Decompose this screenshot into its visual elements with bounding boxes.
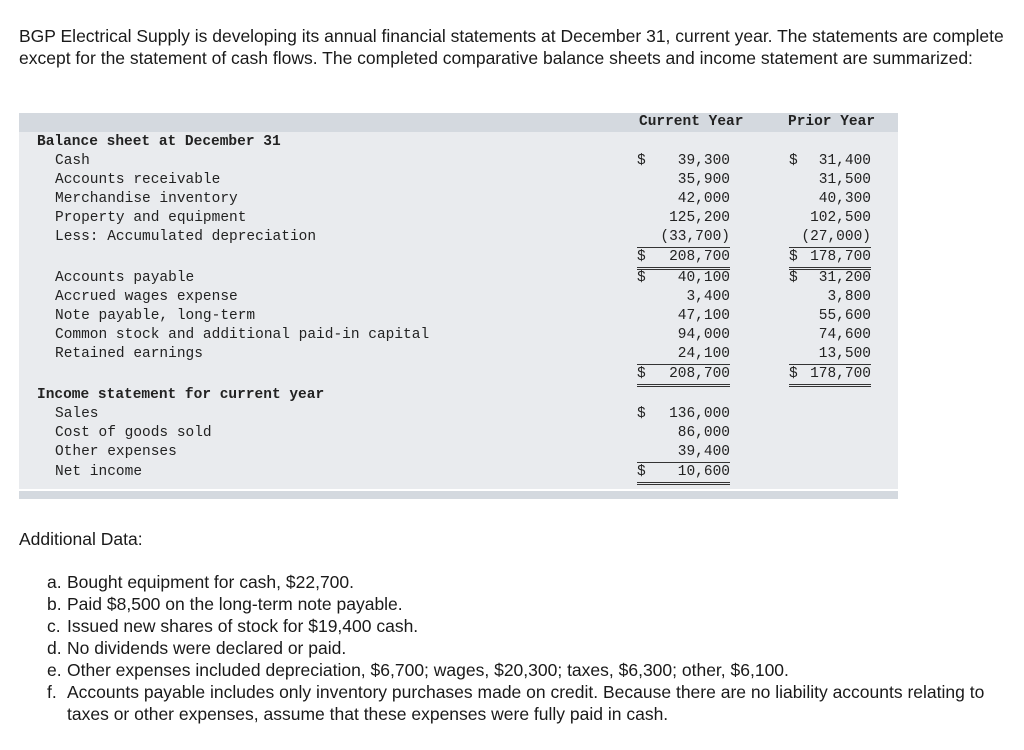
prior-value: $ 31,400 <box>789 153 871 169</box>
balance-sheet-heading: Balance sheet at December 31 <box>37 134 281 150</box>
row-label: Property and equipment <box>55 210 247 226</box>
prior-value: 13,500 <box>789 345 871 365</box>
current-value: 24,100 <box>637 345 730 365</box>
balance-sheet-heading-row <box>19 133 898 152</box>
table-row-total-assets <box>19 248 898 267</box>
table-row <box>19 209 898 228</box>
table-row <box>19 463 898 482</box>
additional-data-heading: Additional Data: <box>19 529 143 549</box>
current-value: 39,400 <box>637 443 730 463</box>
row-label: Other expenses <box>55 444 177 460</box>
currency-symbol: $ <box>637 249 646 265</box>
list-item: e. Other expenses included depreciation, $6,700; wages, $20,300; taxes, $6,300; other, $6,100. <box>47 660 789 680</box>
currency-symbol: $ <box>789 366 798 382</box>
total-liabilities-prior: $ 178,700 <box>789 365 871 387</box>
table-row <box>19 307 898 326</box>
list-item: f. Accounts payable includes only inventory purchases made on credit. Because there are no liability accounts relating to taxes or other expenses, assume that these expenses were fully paid in cash. <box>47 682 985 724</box>
table-row <box>19 424 898 443</box>
current-value: $ 40,100 <box>637 270 730 286</box>
table-row-total-liabilities <box>19 365 898 384</box>
current-value: $ 39,300 <box>637 153 730 169</box>
table-row <box>19 405 898 424</box>
prior-value: 3,800 <box>827 289 871 305</box>
list-item: a. Bought equipment for cash, $22,700. <box>47 572 355 592</box>
row-label: Sales <box>55 406 99 422</box>
current-value: 47,100 <box>677 308 730 324</box>
row-label: Accounts payable <box>55 270 195 286</box>
prior-value: $ 31,200 <box>789 270 871 286</box>
prior-value: 102,500 <box>810 210 871 226</box>
income-statement-heading-row <box>19 386 898 405</box>
row-label: Note payable, long-term <box>55 308 256 324</box>
financial-statements-table <box>19 113 898 499</box>
table-row <box>19 269 898 288</box>
current-value: 125,200 <box>669 210 730 226</box>
table-row <box>19 345 898 364</box>
problem-intro: BGP Electrical Supply is developing its annual financial statements at December 31, current year. The statements are complete except for the statement of cash flows. The completed comparative balance sheets and income statement are summarized: <box>19 26 1004 68</box>
additional-data-list <box>47 571 1007 725</box>
current-value: 3,400 <box>686 289 730 305</box>
row-label: Cash <box>55 153 90 169</box>
current-value: 35,900 <box>677 172 730 188</box>
total-liabilities-current: $ 208,700 <box>637 365 730 387</box>
table-row <box>19 443 898 462</box>
total-assets-prior: $ 178,700 <box>789 248 871 270</box>
currency-symbol: $ <box>637 270 646 286</box>
currency-symbol: $ <box>637 464 646 480</box>
prior-value: 55,600 <box>818 308 871 324</box>
row-label: Accrued wages expense <box>55 289 238 305</box>
current-value: 86,000 <box>677 425 730 441</box>
current-value: 94,000 <box>677 327 730 343</box>
currency-symbol: $ <box>789 153 798 169</box>
row-label: Accounts receivable <box>55 172 221 188</box>
column-header-prior-year: Prior Year <box>788 114 876 130</box>
row-label: Retained earnings <box>55 346 203 362</box>
currency-symbol: $ <box>637 153 646 169</box>
list-item: c. Issued new shares of stock for $19,400 cash. <box>47 616 419 636</box>
table-row <box>19 171 898 190</box>
table-row <box>19 288 898 307</box>
current-value: $ 10,600 <box>637 463 730 485</box>
current-value: 42,000 <box>677 191 730 207</box>
currency-symbol: $ <box>637 366 646 382</box>
column-header-current-year: Current Year <box>639 114 744 130</box>
prior-value: 74,600 <box>818 327 871 343</box>
table-row <box>19 326 898 345</box>
prior-value: 31,500 <box>818 172 871 188</box>
row-label: Cost of goods sold <box>55 425 212 441</box>
currency-symbol: $ <box>789 270 798 286</box>
row-label: Merchandise inventory <box>55 191 238 207</box>
current-value: $ 136,000 <box>637 406 730 422</box>
table-row <box>19 190 898 209</box>
table-footer-band <box>19 491 898 499</box>
table-header-band <box>19 113 898 132</box>
prior-value: 40,300 <box>818 191 871 207</box>
list-item: d. No dividends were declared or paid. <box>47 638 347 658</box>
currency-symbol: $ <box>637 406 646 422</box>
table-row <box>19 152 898 171</box>
table-row <box>19 228 898 247</box>
row-label: Common stock and additional paid-in capital <box>55 327 430 343</box>
currency-symbol: $ <box>789 249 798 265</box>
total-assets-current: $ 208,700 <box>637 248 730 270</box>
row-label: Net income <box>55 464 143 480</box>
income-statement-heading: Income statement for current year <box>37 387 325 403</box>
current-value: (33,700) <box>637 228 730 248</box>
prior-value: (27,000) <box>789 228 871 248</box>
list-item: b. Paid $8,500 on the long-term note payable. <box>47 594 403 614</box>
row-label: Less: Accumulated depreciation <box>55 229 317 245</box>
